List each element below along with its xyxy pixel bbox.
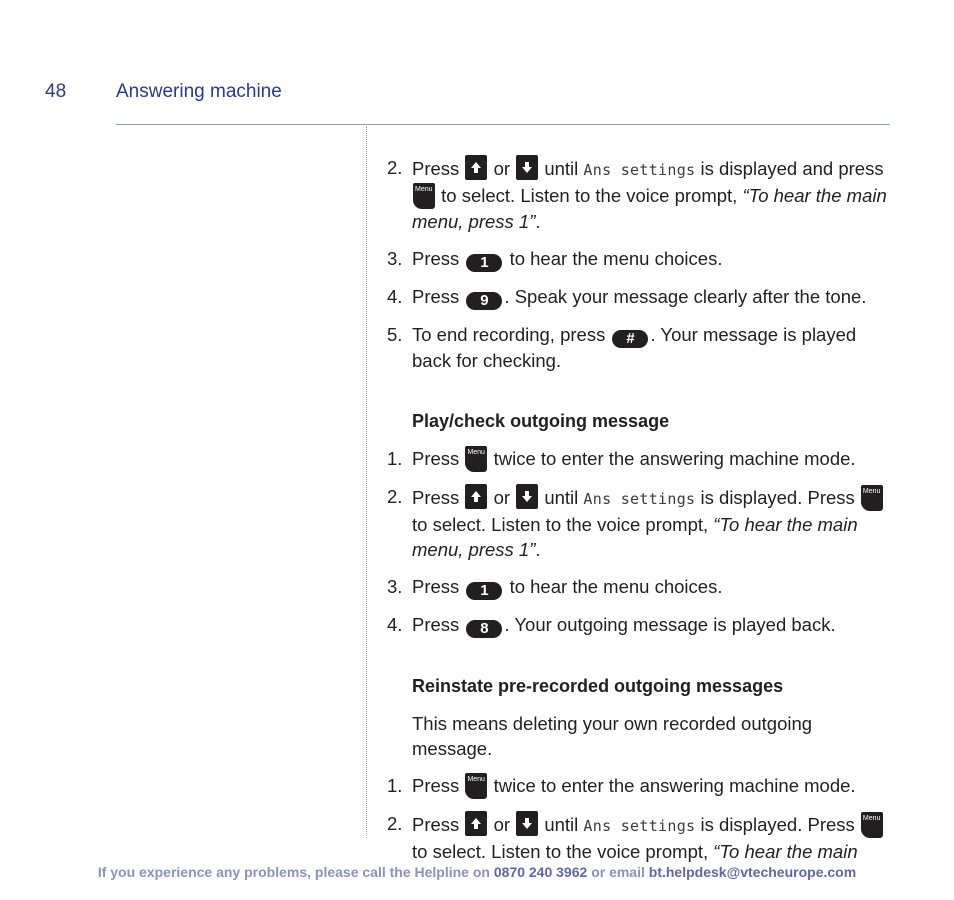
page-header	[0, 81, 954, 105]
number-key-icon: 1	[466, 582, 502, 600]
up-arrow-key-icon	[465, 155, 487, 180]
voice-prompt-quote: “To hear the main	[713, 841, 858, 862]
down-arrow-key-icon	[516, 155, 538, 180]
header-rule	[116, 124, 890, 125]
voice-prompt-quote: “To hear the main menu, press 1”	[412, 514, 858, 560]
step: 4. Press 8 . Your outgoing message is played back.	[387, 614, 836, 637]
helpline-phone: 0870 240 3962	[493, 864, 588, 880]
menu-key-icon: Menu	[413, 183, 435, 209]
number-key-icon: 1	[466, 254, 502, 272]
step: 5. To end recording, press # . Your message is played back for checking.	[387, 324, 857, 371]
step: 2. Press or until Ans settings is displayed and press Menu to select. Listen to the voice prompt, “To hear the main menu, press 1”.	[387, 157, 887, 232]
section-title: Answering machine	[116, 81, 282, 102]
menu-key-icon: Menu	[465, 773, 487, 799]
lcd-display-text: Ans settings	[583, 817, 696, 835]
instructions-column	[387, 155, 887, 876]
voice-prompt-quote: “To hear the main menu, press 1”	[412, 185, 887, 232]
menu-key-icon: Menu	[465, 446, 487, 472]
helpline-footer: If you experience any problems, please call the Helpline on 0870 240 3962 or email bt.helpdesk@vtecheurope.com	[97, 864, 857, 880]
column-divider	[366, 126, 367, 838]
number-key-icon: 8	[466, 620, 502, 638]
page-number: 48	[45, 81, 67, 102]
down-arrow-key-icon	[516, 811, 538, 836]
step: 1. Press Menu twice to enter the answering machine mode.	[387, 773, 887, 799]
section-heading: Play/check outgoing message	[412, 411, 670, 431]
hash-key-icon: #	[612, 330, 648, 348]
helpline-email: bt.helpdesk@vtecheurope.com	[648, 864, 857, 880]
step: 2. Press or until Ans settings is displayed. Press Menu to select. Listen to the voice prompt, “To hear the main menu, press 1”.	[387, 484, 887, 562]
step: 4. Press 9 . Speak your message clearly after the tone.	[387, 286, 867, 309]
lcd-display-text: Ans settings	[583, 161, 696, 179]
step: 2. Press or until Ans settings is displayed. Press Menu to select. Listen to the voice prompt, “To hear the main	[387, 811, 887, 864]
up-arrow-key-icon	[465, 484, 487, 509]
number-key-icon: 9	[466, 292, 502, 310]
up-arrow-key-icon	[465, 811, 487, 836]
step: 1. Press Menu twice to enter the answering machine mode.	[387, 446, 887, 472]
down-arrow-key-icon	[516, 484, 538, 509]
section-intro: This means deleting your own recorded outgoing message.	[412, 713, 813, 759]
step: 3. Press 1 to hear the menu choices.	[387, 576, 723, 599]
step: 3. Press 1 to hear the menu choices.	[387, 248, 723, 271]
menu-key-icon: Menu	[861, 812, 883, 838]
section-heading: Reinstate pre-recorded outgoing messages	[412, 676, 784, 696]
menu-key-icon: Menu	[861, 485, 883, 511]
lcd-display-text: Ans settings	[583, 490, 696, 508]
